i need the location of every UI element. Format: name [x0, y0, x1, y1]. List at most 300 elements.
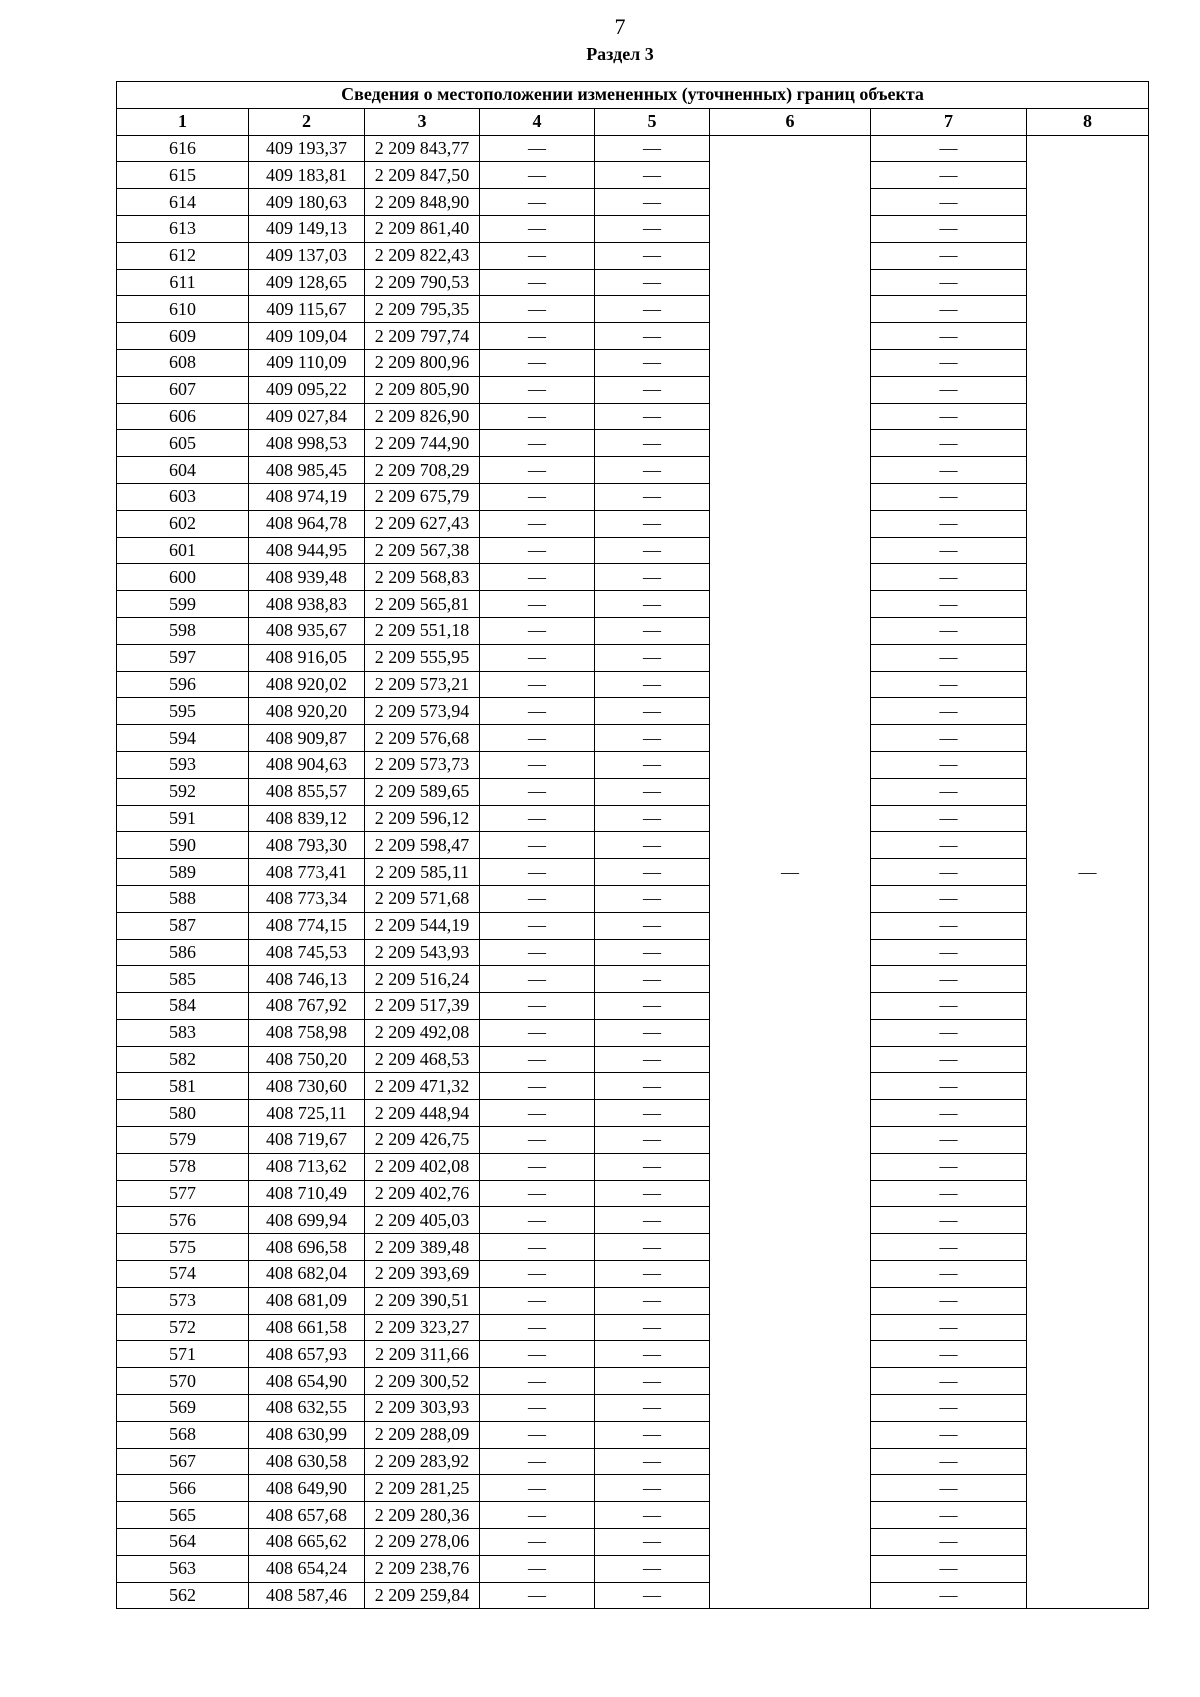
- point-number-cell: 594: [117, 725, 249, 752]
- point-number-cell: 584: [117, 993, 249, 1020]
- table-row: [117, 1046, 1149, 1073]
- column-4-dash-cell: —: [480, 644, 595, 671]
- x-coordinate-cell: 408 920,20: [249, 698, 365, 725]
- table-row: [117, 778, 1149, 805]
- y-coordinate-cell: 2 209 281,25: [365, 1475, 480, 1502]
- column-5-dash-cell: —: [595, 135, 710, 162]
- y-coordinate-cell: 2 209 393,69: [365, 1261, 480, 1288]
- x-coordinate-cell: 409 115,67: [249, 296, 365, 323]
- point-number-cell: 609: [117, 323, 249, 350]
- y-coordinate-cell: 2 209 390,51: [365, 1287, 480, 1314]
- column-7-dash-cell: —: [871, 1073, 1027, 1100]
- column-7-dash-cell: —: [871, 778, 1027, 805]
- y-coordinate-cell: 2 209 544,19: [365, 912, 480, 939]
- point-number-cell: 597: [117, 644, 249, 671]
- column-7-dash-cell: —: [871, 564, 1027, 591]
- point-number-cell: 569: [117, 1395, 249, 1422]
- column-4-dash-cell: —: [480, 1448, 595, 1475]
- column-4-dash-cell: —: [480, 510, 595, 537]
- x-coordinate-cell: 409 193,37: [249, 135, 365, 162]
- y-coordinate-cell: 2 209 471,32: [365, 1073, 480, 1100]
- column-5-dash-cell: —: [595, 537, 710, 564]
- column-5-dash-cell: —: [595, 1180, 710, 1207]
- point-number-cell: 572: [117, 1314, 249, 1341]
- x-coordinate-cell: 408 719,67: [249, 1127, 365, 1154]
- point-number-cell: 610: [117, 296, 249, 323]
- y-coordinate-cell: 2 209 573,21: [365, 671, 480, 698]
- table-row: [117, 617, 1149, 644]
- point-number-cell: 563: [117, 1555, 249, 1582]
- table-row: [117, 644, 1149, 671]
- column-4-dash-cell: —: [480, 1341, 595, 1368]
- column-7-dash-cell: —: [871, 1368, 1027, 1395]
- x-coordinate-cell: 408 750,20: [249, 1046, 365, 1073]
- point-number-cell: 577: [117, 1180, 249, 1207]
- x-coordinate-cell: 408 746,13: [249, 966, 365, 993]
- table-row: [117, 1073, 1149, 1100]
- column-4-dash-cell: —: [480, 1529, 595, 1556]
- table-row: [117, 296, 1149, 323]
- table-row: [117, 457, 1149, 484]
- column-4-dash-cell: —: [480, 751, 595, 778]
- table-row: [117, 483, 1149, 510]
- y-coordinate-cell: 2 209 589,65: [365, 778, 480, 805]
- point-number-cell: 568: [117, 1421, 249, 1448]
- x-coordinate-cell: 408 938,83: [249, 591, 365, 618]
- point-number-cell: 604: [117, 457, 249, 484]
- column-5-dash-cell: —: [595, 376, 710, 403]
- column-5-dash-cell: —: [595, 1555, 710, 1582]
- column-4-dash-cell: —: [480, 162, 595, 189]
- column-7-dash-cell: —: [871, 1529, 1027, 1556]
- y-coordinate-cell: 2 209 448,94: [365, 1100, 480, 1127]
- point-number-cell: 564: [117, 1529, 249, 1556]
- table-row: [117, 1100, 1149, 1127]
- column-7-dash-cell: —: [871, 859, 1027, 886]
- column-4-dash-cell: —: [480, 1234, 595, 1261]
- y-coordinate-cell: 2 209 585,11: [365, 859, 480, 886]
- table-row: [117, 323, 1149, 350]
- y-coordinate-cell: 2 209 426,75: [365, 1127, 480, 1154]
- table-row: [117, 1341, 1149, 1368]
- y-coordinate-cell: 2 209 517,39: [365, 993, 480, 1020]
- column-5-dash-cell: —: [595, 993, 710, 1020]
- point-number-cell: 582: [117, 1046, 249, 1073]
- column-7-dash-cell: —: [871, 591, 1027, 618]
- x-coordinate-cell: 409 109,04: [249, 323, 365, 350]
- x-coordinate-cell: 408 745,53: [249, 939, 365, 966]
- x-coordinate-cell: 408 974,19: [249, 483, 365, 510]
- y-coordinate-cell: 2 209 555,95: [365, 644, 480, 671]
- column-4-dash-cell: —: [480, 1207, 595, 1234]
- column-header-4: 4: [480, 108, 595, 135]
- column-4-dash-cell: —: [480, 537, 595, 564]
- column-7-dash-cell: —: [871, 1207, 1027, 1234]
- point-number-cell: 571: [117, 1341, 249, 1368]
- column-5-dash-cell: —: [595, 671, 710, 698]
- x-coordinate-cell: 409 095,22: [249, 376, 365, 403]
- point-number-cell: 565: [117, 1502, 249, 1529]
- column-5-dash-cell: —: [595, 242, 710, 269]
- x-coordinate-cell: 408 665,62: [249, 1529, 365, 1556]
- point-number-cell: 579: [117, 1127, 249, 1154]
- column-7-dash-cell: —: [871, 725, 1027, 752]
- table-row: [117, 1234, 1149, 1261]
- column-4-dash-cell: —: [480, 1100, 595, 1127]
- column-4-dash-cell: —: [480, 189, 595, 216]
- point-number-cell: 595: [117, 698, 249, 725]
- y-coordinate-cell: 2 209 516,24: [365, 966, 480, 993]
- column-7-dash-cell: —: [871, 1287, 1027, 1314]
- column-7-dash-cell: —: [871, 912, 1027, 939]
- column-7-dash-cell: —: [871, 537, 1027, 564]
- x-coordinate-cell: 408 710,49: [249, 1180, 365, 1207]
- y-coordinate-cell: 2 209 259,84: [365, 1582, 480, 1609]
- x-coordinate-cell: 408 681,09: [249, 1287, 365, 1314]
- column-4-dash-cell: —: [480, 725, 595, 752]
- point-number-cell: 573: [117, 1287, 249, 1314]
- y-coordinate-cell: 2 209 822,43: [365, 242, 480, 269]
- column-5-dash-cell: —: [595, 296, 710, 323]
- column-7-dash-cell: —: [871, 376, 1027, 403]
- column-header-8: 8: [1027, 108, 1149, 135]
- column-5-dash-cell: —: [595, 1582, 710, 1609]
- y-coordinate-cell: 2 209 402,08: [365, 1153, 480, 1180]
- column-4-dash-cell: —: [480, 832, 595, 859]
- column-5-dash-cell: —: [595, 778, 710, 805]
- table-row: [117, 1019, 1149, 1046]
- column-7-dash-cell: —: [871, 1395, 1027, 1422]
- x-coordinate-cell: 408 649,90: [249, 1475, 365, 1502]
- table-row: [117, 805, 1149, 832]
- column-7-dash-cell: —: [871, 483, 1027, 510]
- column-number-row: [117, 108, 1149, 135]
- table-row: [117, 537, 1149, 564]
- column-7-dash-cell: —: [871, 242, 1027, 269]
- column-7-dash-cell: —: [871, 805, 1027, 832]
- column-7-dash-cell: —: [871, 1153, 1027, 1180]
- column-4-dash-cell: —: [480, 215, 595, 242]
- table-row: [117, 1287, 1149, 1314]
- column-7-dash-cell: —: [871, 1475, 1027, 1502]
- column-4-dash-cell: —: [480, 376, 595, 403]
- y-coordinate-cell: 2 209 675,79: [365, 483, 480, 510]
- x-coordinate-cell: 408 773,41: [249, 859, 365, 886]
- y-coordinate-cell: 2 209 571,68: [365, 885, 480, 912]
- y-coordinate-cell: 2 209 238,76: [365, 1555, 480, 1582]
- table-row: [117, 135, 1149, 162]
- y-coordinate-cell: 2 209 389,48: [365, 1234, 480, 1261]
- column-5-dash-cell: —: [595, 1046, 710, 1073]
- y-coordinate-cell: 2 209 280,36: [365, 1502, 480, 1529]
- column-5-dash-cell: —: [595, 1019, 710, 1046]
- column-header-1: 1: [117, 108, 249, 135]
- column-5-dash-cell: —: [595, 751, 710, 778]
- y-coordinate-cell: 2 209 627,43: [365, 510, 480, 537]
- column-4-dash-cell: —: [480, 1261, 595, 1288]
- column-4-dash-cell: —: [480, 1153, 595, 1180]
- point-number-cell: 602: [117, 510, 249, 537]
- column-5-dash-cell: —: [595, 189, 710, 216]
- x-coordinate-cell: 408 657,93: [249, 1341, 365, 1368]
- column-5-dash-cell: —: [595, 859, 710, 886]
- column-5-dash-cell: —: [595, 1421, 710, 1448]
- point-number-cell: 583: [117, 1019, 249, 1046]
- column-7-dash-cell: —: [871, 189, 1027, 216]
- x-coordinate-cell: 408 855,57: [249, 778, 365, 805]
- column-5-dash-cell: —: [595, 1502, 710, 1529]
- y-coordinate-cell: 2 209 797,74: [365, 323, 480, 350]
- column-4-dash-cell: —: [480, 859, 595, 886]
- point-number-cell: 599: [117, 591, 249, 618]
- table-row: [117, 1395, 1149, 1422]
- point-number-cell: 612: [117, 242, 249, 269]
- column-5-dash-cell: —: [595, 617, 710, 644]
- column-4-dash-cell: —: [480, 1475, 595, 1502]
- y-coordinate-cell: 2 209 405,03: [365, 1207, 480, 1234]
- column-7-dash-cell: —: [871, 269, 1027, 296]
- y-coordinate-cell: 2 209 323,27: [365, 1314, 480, 1341]
- column-4-dash-cell: —: [480, 1046, 595, 1073]
- column-4-dash-cell: —: [480, 483, 595, 510]
- column-header-6: 6: [710, 108, 871, 135]
- column-7-dash-cell: —: [871, 1582, 1027, 1609]
- y-coordinate-cell: 2 209 568,83: [365, 564, 480, 591]
- table-row: [117, 242, 1149, 269]
- x-coordinate-cell: 408 774,15: [249, 912, 365, 939]
- point-number-cell: 567: [117, 1448, 249, 1475]
- column-4-dash-cell: —: [480, 1421, 595, 1448]
- x-coordinate-cell: 408 713,62: [249, 1153, 365, 1180]
- column-4-dash-cell: —: [480, 671, 595, 698]
- table-row: [117, 403, 1149, 430]
- column-7-dash-cell: —: [871, 1019, 1027, 1046]
- column-7-dash-cell: —: [871, 751, 1027, 778]
- y-coordinate-cell: 2 209 861,40: [365, 215, 480, 242]
- column-7-dash-cell: —: [871, 1261, 1027, 1288]
- x-coordinate-cell: 408 773,34: [249, 885, 365, 912]
- column-5-dash-cell: —: [595, 1448, 710, 1475]
- point-number-cell: 593: [117, 751, 249, 778]
- table-row: [117, 1502, 1149, 1529]
- column-5-dash-cell: —: [595, 885, 710, 912]
- table-row: [117, 993, 1149, 1020]
- y-coordinate-cell: 2 209 847,50: [365, 162, 480, 189]
- point-number-cell: 566: [117, 1475, 249, 1502]
- table-row: [117, 1207, 1149, 1234]
- point-number-cell: 586: [117, 939, 249, 966]
- column-5-dash-cell: —: [595, 1475, 710, 1502]
- column-5-dash-cell: —: [595, 1153, 710, 1180]
- column-5-dash-cell: —: [595, 644, 710, 671]
- table-row: [117, 1314, 1149, 1341]
- point-number-cell: 607: [117, 376, 249, 403]
- table-row: [117, 269, 1149, 296]
- column-7-dash-cell: —: [871, 1234, 1027, 1261]
- y-coordinate-cell: 2 209 492,08: [365, 1019, 480, 1046]
- column-4-dash-cell: —: [480, 1019, 595, 1046]
- table-row: [117, 510, 1149, 537]
- column-5-dash-cell: —: [595, 966, 710, 993]
- column-7-dash-cell: —: [871, 296, 1027, 323]
- table-row: [117, 1582, 1149, 1609]
- x-coordinate-cell: 408 758,98: [249, 1019, 365, 1046]
- y-coordinate-cell: 2 209 800,96: [365, 349, 480, 376]
- y-coordinate-cell: 2 209 708,29: [365, 457, 480, 484]
- point-number-cell: 600: [117, 564, 249, 591]
- column-5-dash-cell: —: [595, 457, 710, 484]
- column-4-dash-cell: —: [480, 323, 595, 350]
- column-5-dash-cell: —: [595, 1234, 710, 1261]
- x-coordinate-cell: 408 839,12: [249, 805, 365, 832]
- x-coordinate-cell: 408 654,90: [249, 1368, 365, 1395]
- column-4-dash-cell: —: [480, 617, 595, 644]
- y-coordinate-cell: 2 209 573,73: [365, 751, 480, 778]
- point-number-cell: 605: [117, 430, 249, 457]
- table-row: [117, 671, 1149, 698]
- y-coordinate-cell: 2 209 278,06: [365, 1529, 480, 1556]
- column-5-dash-cell: —: [595, 215, 710, 242]
- column-7-dash-cell: —: [871, 1421, 1027, 1448]
- y-coordinate-cell: 2 209 598,47: [365, 832, 480, 859]
- column-7-dash-cell: —: [871, 403, 1027, 430]
- column-5-dash-cell: —: [595, 1529, 710, 1556]
- column-header-2: 2: [249, 108, 365, 135]
- column-5-dash-cell: —: [595, 1287, 710, 1314]
- y-coordinate-cell: 2 209 790,53: [365, 269, 480, 296]
- y-coordinate-cell: 2 209 468,53: [365, 1046, 480, 1073]
- point-number-cell: 570: [117, 1368, 249, 1395]
- column-4-dash-cell: —: [480, 349, 595, 376]
- column-5-dash-cell: —: [595, 1395, 710, 1422]
- point-number-cell: 613: [117, 215, 249, 242]
- column-header-7: 7: [871, 108, 1027, 135]
- column-7-dash-cell: —: [871, 939, 1027, 966]
- column-5-dash-cell: —: [595, 832, 710, 859]
- x-coordinate-cell: 408 793,30: [249, 832, 365, 859]
- point-number-cell: 574: [117, 1261, 249, 1288]
- x-coordinate-cell: 408 916,05: [249, 644, 365, 671]
- y-coordinate-cell: 2 209 303,93: [365, 1395, 480, 1422]
- point-number-cell: 598: [117, 617, 249, 644]
- page-number: 7: [614, 14, 626, 39]
- column-6-merged-dash-cell: —: [710, 135, 871, 1609]
- column-5-dash-cell: —: [595, 403, 710, 430]
- column-4-dash-cell: —: [480, 805, 595, 832]
- table-row: [117, 215, 1149, 242]
- column-5-dash-cell: —: [595, 698, 710, 725]
- column-7-dash-cell: —: [871, 885, 1027, 912]
- point-number-cell: 589: [117, 859, 249, 886]
- table-row: [117, 376, 1149, 403]
- column-4-dash-cell: —: [480, 1073, 595, 1100]
- point-number-cell: 615: [117, 162, 249, 189]
- x-coordinate-cell: 409 027,84: [249, 403, 365, 430]
- x-coordinate-cell: 409 110,09: [249, 349, 365, 376]
- column-7-dash-cell: —: [871, 1180, 1027, 1207]
- column-7-dash-cell: —: [871, 671, 1027, 698]
- table-row: [117, 912, 1149, 939]
- table-row: [117, 591, 1149, 618]
- y-coordinate-cell: 2 209 300,52: [365, 1368, 480, 1395]
- column-7-dash-cell: —: [871, 698, 1027, 725]
- column-7-dash-cell: —: [871, 510, 1027, 537]
- column-4-dash-cell: —: [480, 269, 595, 296]
- column-5-dash-cell: —: [595, 1341, 710, 1368]
- x-coordinate-cell: 409 183,81: [249, 162, 365, 189]
- table-row: [117, 966, 1149, 993]
- column-7-dash-cell: —: [871, 162, 1027, 189]
- column-5-dash-cell: —: [595, 430, 710, 457]
- column-7-dash-cell: —: [871, 1341, 1027, 1368]
- point-number-cell: 591: [117, 805, 249, 832]
- y-coordinate-cell: 2 209 288,09: [365, 1421, 480, 1448]
- y-coordinate-cell: 2 209 805,90: [365, 376, 480, 403]
- point-number-cell: 580: [117, 1100, 249, 1127]
- column-4-dash-cell: —: [480, 1555, 595, 1582]
- column-5-dash-cell: —: [595, 1261, 710, 1288]
- y-coordinate-cell: 2 209 576,68: [365, 725, 480, 752]
- point-number-cell: 603: [117, 483, 249, 510]
- point-number-cell: 608: [117, 349, 249, 376]
- x-coordinate-cell: 409 137,03: [249, 242, 365, 269]
- column-4-dash-cell: —: [480, 939, 595, 966]
- column-4-dash-cell: —: [480, 1582, 595, 1609]
- column-5-dash-cell: —: [595, 269, 710, 296]
- column-7-dash-cell: —: [871, 457, 1027, 484]
- column-7-dash-cell: —: [871, 617, 1027, 644]
- column-8-merged-dash-cell: —: [1027, 135, 1149, 1609]
- point-number-cell: 611: [117, 269, 249, 296]
- column-4-dash-cell: —: [480, 564, 595, 591]
- point-number-cell: 578: [117, 1153, 249, 1180]
- column-5-dash-cell: —: [595, 591, 710, 618]
- table-row: [117, 725, 1149, 752]
- point-number-cell: 562: [117, 1582, 249, 1609]
- column-5-dash-cell: —: [595, 1127, 710, 1154]
- table-row: [117, 885, 1149, 912]
- table-row: [117, 832, 1149, 859]
- table-row: [117, 189, 1149, 216]
- table-row: [117, 1153, 1149, 1180]
- x-coordinate-cell: 409 149,13: [249, 215, 365, 242]
- point-number-cell: 590: [117, 832, 249, 859]
- y-coordinate-cell: 2 209 565,81: [365, 591, 480, 618]
- column-7-dash-cell: —: [871, 644, 1027, 671]
- point-number-cell: 585: [117, 966, 249, 993]
- column-5-dash-cell: —: [595, 510, 710, 537]
- x-coordinate-cell: 408 657,68: [249, 1502, 365, 1529]
- column-7-dash-cell: —: [871, 323, 1027, 350]
- y-coordinate-cell: 2 209 573,94: [365, 698, 480, 725]
- table-row: [117, 1529, 1149, 1556]
- y-coordinate-cell: 2 209 567,38: [365, 537, 480, 564]
- column-5-dash-cell: —: [595, 1368, 710, 1395]
- column-7-dash-cell: —: [871, 215, 1027, 242]
- x-coordinate-cell: 408 630,58: [249, 1448, 365, 1475]
- table-row: [117, 1475, 1149, 1502]
- column-4-dash-cell: —: [480, 966, 595, 993]
- x-coordinate-cell: 409 128,65: [249, 269, 365, 296]
- column-7-dash-cell: —: [871, 993, 1027, 1020]
- column-5-dash-cell: —: [595, 725, 710, 752]
- y-coordinate-cell: 2 209 843,77: [365, 135, 480, 162]
- table-row: [117, 1448, 1149, 1475]
- x-coordinate-cell: 408 998,53: [249, 430, 365, 457]
- column-4-dash-cell: —: [480, 1180, 595, 1207]
- x-coordinate-cell: 408 920,02: [249, 671, 365, 698]
- y-coordinate-cell: 2 209 543,93: [365, 939, 480, 966]
